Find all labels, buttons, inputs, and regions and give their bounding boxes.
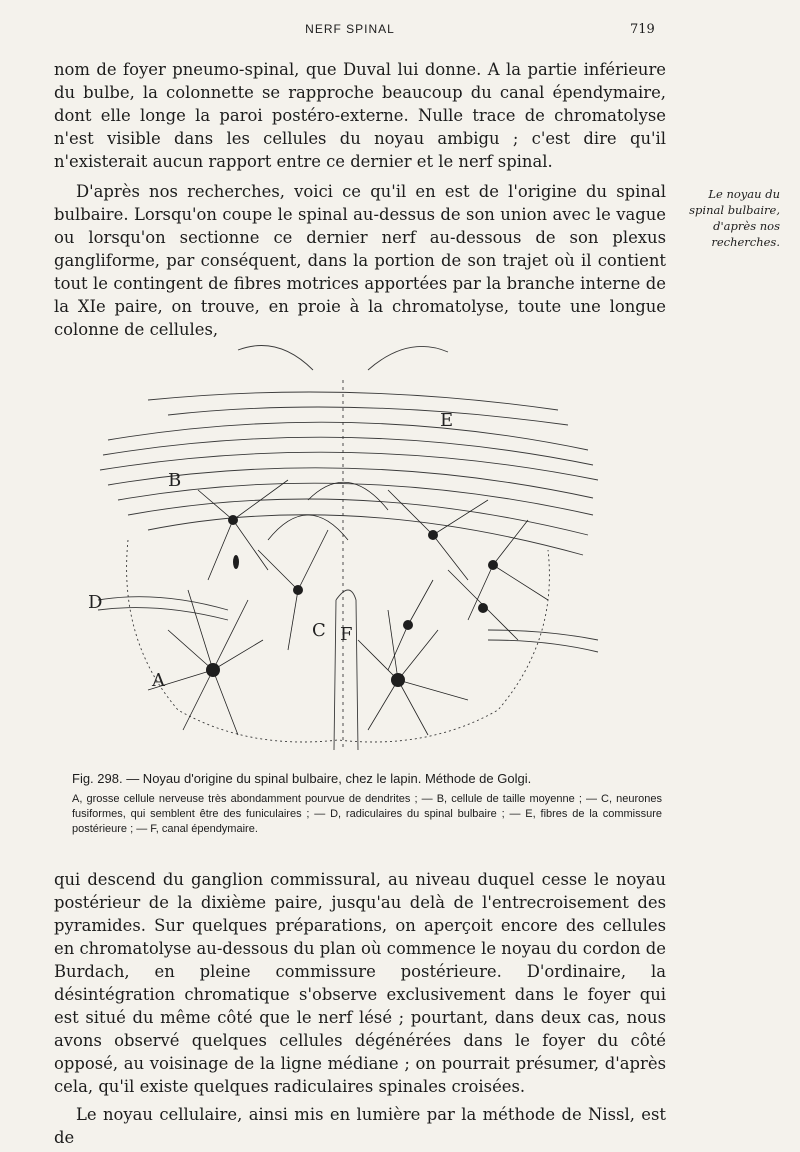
golgi-drawing bbox=[88, 340, 608, 760]
figure-caption: Fig. 298. — Noyau d'origine du spinal bulbaire, chez le lapin. Méthode de Golgi. bbox=[72, 771, 532, 786]
large-cell-right bbox=[391, 673, 405, 687]
running-head bbox=[0, 22, 800, 42]
label-E: E bbox=[440, 410, 454, 431]
label-C: C bbox=[312, 620, 326, 641]
paragraph-2: D'après nos recherches, voici ce qu'il en est de l'origine du spinal bulbaire. Lorsqu'on coupe le spinal au-dessus de son union avec le vague ou lorsqu'on sectionne ce dernier nerf au-dessous de son plexus gangliforme, par conséquent, dans la portion de son trajet où il contient tout le contingent de fibres motrices apportées par la branche interne de la XIe paire, on trouve, en proie à la chromatolyse, toute une longue colonne de cellules, bbox=[54, 182, 666, 339]
medium-cell-right bbox=[428, 530, 438, 540]
running-title: NERF SPINAL bbox=[305, 22, 395, 36]
dendrite-network bbox=[148, 480, 548, 735]
page-number: 719 bbox=[630, 22, 655, 37]
paragraph-1: nom de foyer pneumo-spinal, que Duval lui donne. A la partie inférieure du bulbe, la colonnette se rapproche beaucoup du canal épendymaire, dont elle longe la paroi postéro-externe. Nulle trace de chromatolyse n'est visible dans les cellules du noyau ambigu ; c'est dire qu'il n'existerait aucun rapport entre ce dernier et le nerf spinal. bbox=[54, 60, 666, 171]
cell-bodies bbox=[206, 515, 498, 687]
label-D: D bbox=[88, 592, 103, 613]
medium-cell-right bbox=[488, 560, 498, 570]
fusiform-cell bbox=[233, 555, 239, 569]
paragraph-4: Le noyau cellulaire, ainsi mis en lumière par la méthode de Nissl, est de bbox=[54, 1105, 666, 1147]
left-dorsal-lobe bbox=[238, 346, 313, 371]
fusiform-cell bbox=[293, 585, 303, 595]
section-contour bbox=[127, 540, 550, 742]
label-B: B bbox=[168, 470, 182, 491]
margin-note: Le noyau du spinal bulbaire, d'après nos recherches. bbox=[689, 187, 780, 249]
fusiform-cell bbox=[403, 620, 413, 630]
label-F: F bbox=[340, 624, 353, 645]
medium-cell-B bbox=[228, 515, 238, 525]
medium-cell-right bbox=[478, 603, 488, 613]
right-dorsal-lobe bbox=[368, 346, 448, 370]
figure-legend: A, grosse cellule nerveuse très abondamment pourvue de dendrites ; — B, cellule de taille moyenne ; — C, neurones fusiformes, qui semblent être des funiculaires ; — D, radiculaires du spinal bulbaire ; — E, fibres de la commissure postérieure ; — F, canal épendymaire. bbox=[72, 793, 662, 835]
label-A: A bbox=[152, 670, 165, 691]
paragraph-3: qui descend du ganglion commissural, au niveau duquel cesse le noyau postérieur de la dixième paire, jusqu'au delà de l'entrecroisement des pyramides. Sur quelques préparations, on aperçoit encore des cellules en chromatolyse au-dessous du plan où commence le noyau du cordon de Burdach, en pleine commissure postérieure. D'ordinaire, la désintégration chromatique s'observe exclusivement dans le foyer qui est situé du même côté que le nerf lésé ; pourtant, dans deux cas, nous avons observé quelques cellules dégénérées dans le foyer du côté opposé, au voisinage de la ligne médiane ; on pourrait présumer, d'après cela, qu'il existe quelques radiculaires spinales croisées. bbox=[54, 870, 666, 1096]
figure-298-illustration bbox=[88, 340, 608, 760]
large-cell-A bbox=[206, 663, 220, 677]
ependymal-canal bbox=[334, 590, 358, 750]
